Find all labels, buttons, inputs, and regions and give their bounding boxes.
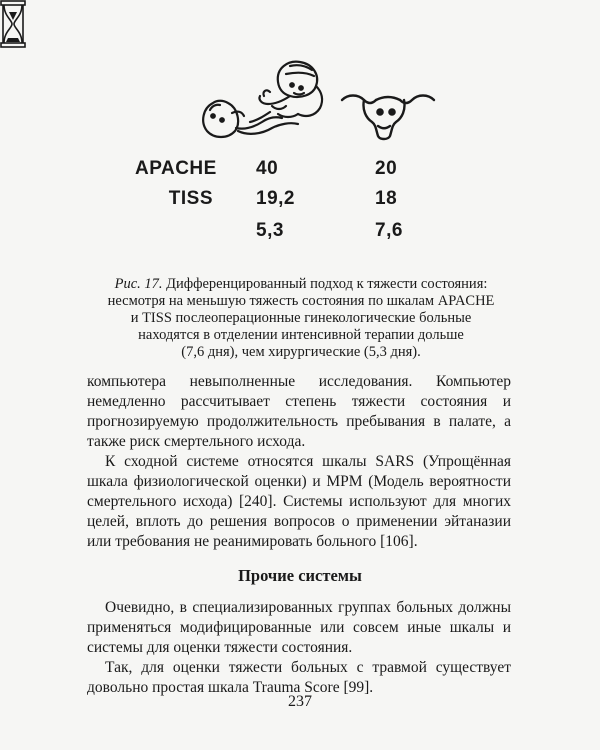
row-label: APACHE bbox=[135, 158, 217, 179]
caption-line: и TISS послеоперационные гинекологические больные bbox=[130, 310, 472, 326]
row-value-surgical: 40 bbox=[256, 158, 279, 179]
uterus-drawing bbox=[342, 96, 434, 140]
body-text bbox=[87, 372, 511, 552]
row-value-gynecological: 7,6 bbox=[375, 220, 403, 241]
section-body bbox=[87, 598, 511, 698]
figure-17 bbox=[0, 0, 600, 270]
hourglass-icon bbox=[0, 0, 26, 48]
body-paragraph: Очевидно, в специализированных группах больных должны применяться модифицированные или совсем иные шкалы и системы для оценки тяжести состояния. bbox=[87, 599, 511, 656]
row-value-surgical: 5,3 bbox=[256, 220, 284, 241]
row-value-surgical: 19,2 bbox=[256, 188, 295, 209]
body-paragraph: Так, для оценки тяжести больных с травмой существует довольно простая шкала Trauma Score [99]. bbox=[87, 659, 511, 696]
section-heading: Прочие системы bbox=[238, 566, 362, 585]
figure-row-tiss bbox=[0, 188, 600, 218]
body-paragraph: К сходной системе относятся шкалы SARS (Упрощённая шкала физиологической оценки) и MPM (Модель вероятности смертельного исхода) [240]. Системы используют для многих целей, вплоть до решения вопросов о применении эйтаназии или требования не реанимировать больного [106]. bbox=[87, 453, 511, 550]
figure-row-apache bbox=[0, 158, 600, 188]
row-value-gynecological: 18 bbox=[375, 188, 398, 209]
caption-line: находятся в отделении интенсивной терапии дольше bbox=[138, 327, 464, 343]
figure-row-duration bbox=[0, 220, 600, 250]
caption-line: (7,6 дня), чем хирургические (5,3 дня). bbox=[181, 344, 421, 360]
caption-line: Дифференцированный подход к тяжести состояния: bbox=[166, 276, 488, 292]
row-label: TISS bbox=[168, 188, 213, 209]
figure-reference: Рис. 17. bbox=[114, 276, 163, 292]
row-value-gynecological: 20 bbox=[375, 158, 398, 179]
figure-caption bbox=[88, 276, 514, 361]
page-number: 237 bbox=[288, 693, 312, 710]
body-paragraph: компьютера невыполненные исследования. Компьютер немедленно рассчитывает степень тяжести состояния и прогнозируемую продолжительность пребывания в палате, а также риск смертельного исхода. bbox=[87, 373, 511, 450]
patient-surgeon-drawing bbox=[203, 62, 322, 137]
caption-line: несмотря на меньшую тяжесть состояния по шкалам APACHE bbox=[107, 293, 495, 309]
